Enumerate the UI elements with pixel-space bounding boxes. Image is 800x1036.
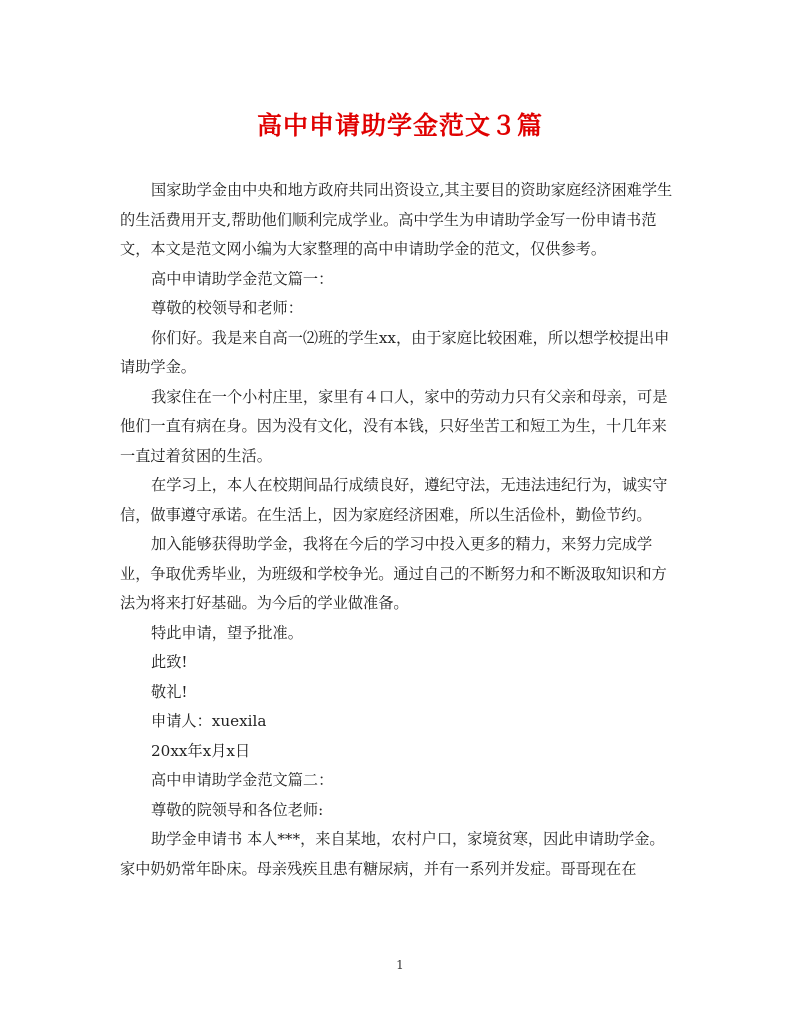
paragraph-commitment: 加入能够获得助学金，我将在今后的学习中投入更多的精力，来努力完成学业，争取优秀毕业，为班级和学校争光。通过自己的不断努力和不断汲取知识和方法为将来打好基础。为今后的学业做准备。 — [120, 535, 667, 612]
paragraph-section-two-heading: 高中申请助学金范文篇二： — [151, 771, 334, 789]
document-title: 高中申请助学金范文３篇 — [256, 111, 543, 140]
paragraph-greeting: 你们好。我是来自高一⑵班的学生xx，由于家庭比较困难，所以想学校提出申请助学金。 — [120, 328, 670, 376]
paragraph-closing-2: 敬礼! — [151, 682, 188, 701]
paragraph-applicant: 申请人：xuexila — [151, 712, 267, 730]
paragraph-closing-1: 此致! — [151, 653, 188, 671]
paragraph-study: 在学习上，本人在校期间品行成绩良好，遵纪守法，无违法违纪行为，诚实守信，做事遵守承诺。在生活上，因为家庭经济困难，所以生活俭朴，勤俭节约。 — [120, 476, 668, 524]
paragraph-salutation-one: 尊敬的校领导和老师： — [151, 299, 303, 317]
paragraph-salutation-two: 尊敬的院领导和各位老师: — [151, 800, 324, 819]
paragraph-section-two-body: 助学金申请书 本人***，来自某地，农村户口，家境贫寒，因此申请助学金。 家中奶奶常年卧床。母亲残疾且患有糖尿病，并有一系列并发症。哥哥现在在 — [120, 830, 665, 878]
page-number: 1 — [396, 958, 404, 972]
paragraph-family: 我家住在一个小村庄里，家里有４口人，家中的劳动力只有父亲和母亲，可是他们一直有病在身。因为没有文化，没有本钱，只好坐苦工和短工为生，十几年来一直过着贫困的生活。 — [120, 387, 668, 465]
paragraph-request: 特此申请，望予批准。 — [151, 623, 303, 642]
document-body — [120, 176, 680, 884]
paragraph-section-one-heading: 高中申请助学金范文篇一： — [151, 269, 334, 288]
paragraph-intro: 国家助学金由中央和地方政府共同出资设立,其主要目的资助家庭经济困难学生的生活费用开支,帮助他们顺利完成学业。高中学生为申请助学金写一份申请书范文，本文是范文网小编为大家整理的高中申请助学金的范文，仅供参考。 — [120, 181, 673, 258]
paragraph-date: 20xx年x月x日 — [151, 741, 251, 760]
